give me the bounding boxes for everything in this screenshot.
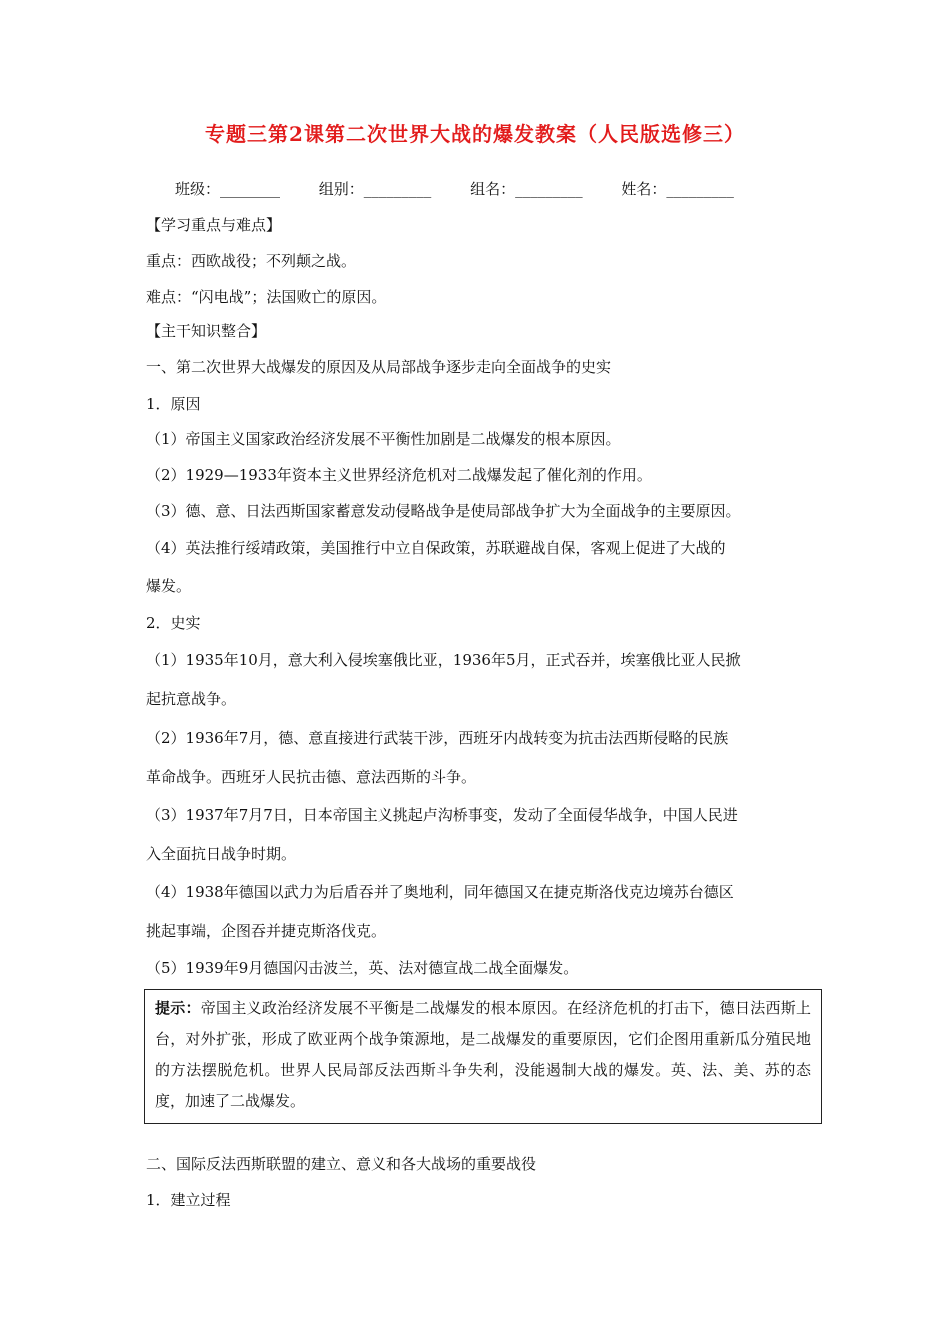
fact-item-3: （3）1937年7月7日，日本帝国主义挑起卢沟桥事变，发动了全面侵华战争，中国人民进 <box>146 806 738 824</box>
key-points-line: 重点：西欧战役；不列颠之战。 <box>146 252 357 270</box>
student-info-row <box>175 178 768 199</box>
establishment-heading: 1．建立过程 <box>146 1191 231 1209</box>
part-one-heading: 一、第二次世界大战爆发的原因及从局部战争逐步走向全面战争的史实 <box>146 358 612 376</box>
cause-item-1: （1）帝国主义国家政治经济发展不平衡性加剧是二战爆发的根本原因。 <box>146 430 621 448</box>
section-heading-key-points: 【学习重点与难点】 <box>146 216 282 234</box>
group-field: 组别：_________ <box>318 180 432 198</box>
fact-item-2: （2）1936年7月，德、意直接进行武装干涉，西班牙内战转变为抗击法西斯侵略的民族 <box>146 729 729 747</box>
name-field: 姓名：_________ <box>621 180 734 198</box>
part-two-heading: 二、国际反法西斯联盟的建立、意义和各大战场的重要战役 <box>146 1155 537 1173</box>
tip-label: 提示： <box>155 999 201 1017</box>
cause-item-4: （4）英法推行绥靖政策，美国推行中立自保政策，苏联避战自保，客观上促进了大战的 <box>146 539 726 557</box>
fact-item-4-cont: 挑起事端，企图吞并捷克斯洛伐克。 <box>146 922 387 940</box>
fact-item-4: （4）1938年德国以武力为后盾吞并了奥地利，同年德国又在捷克斯洛伐克边境苏台德区 <box>146 883 734 901</box>
fact-item-1: （1）1935年10月，意大利入侵埃塞俄比亚，1936年5月，正式吞并，埃塞俄比亚人民掀 <box>146 651 741 669</box>
cause-item-2: （2）1929—1933年资本主义世界经济危机对二战爆发起了催化剂的作用。 <box>146 466 652 484</box>
facts-heading: 2．史实 <box>146 614 201 632</box>
group-name-field: 组名：_________ <box>470 180 583 198</box>
tip-box <box>144 989 822 1124</box>
fact-item-3-cont: 入全面抗日战争时期。 <box>146 845 297 863</box>
fact-item-5: （5）1939年9月德国闪击波兰，英、法对德宣战二战全面爆发。 <box>146 959 579 977</box>
document-title: 专题三第2课第二次世界大战的爆发教案（人民版选修三） <box>205 122 745 146</box>
tip-text: 帝国主义政治经济发展不平衡是二战爆发的根本原因。在经济危机的打击下，德日法西斯上台，对外扩张，形成了欧亚两个战争策源地，是二战爆发的重要原因，它们企图用重新瓜分殖民地的方法摆脱危机。世界人民局部反法西斯斗争失利，没能遏制大战的爆发。英、法、美、苏的态度，加速了二战爆发。 <box>155 999 811 1110</box>
cause-item-3: （3）德、意、日法西斯国家蓄意发动侵略战争是使局部战争扩大为全面战争的主要原因。 <box>146 502 741 520</box>
class-field: 班级：________ <box>175 180 281 198</box>
cause-item-4-cont: 爆发。 <box>146 577 192 595</box>
fact-item-2-cont: 革命战争。西班牙人民抗击德、意法西斯的斗争。 <box>146 768 477 786</box>
causes-heading: 1．原因 <box>146 395 201 413</box>
difficulties-line: 难点：“闪电战”；法国败亡的原因。 <box>146 288 387 306</box>
section-heading-knowledge: 【主干知识整合】 <box>146 322 267 340</box>
fact-item-1-cont: 起抗意战争。 <box>146 690 237 708</box>
